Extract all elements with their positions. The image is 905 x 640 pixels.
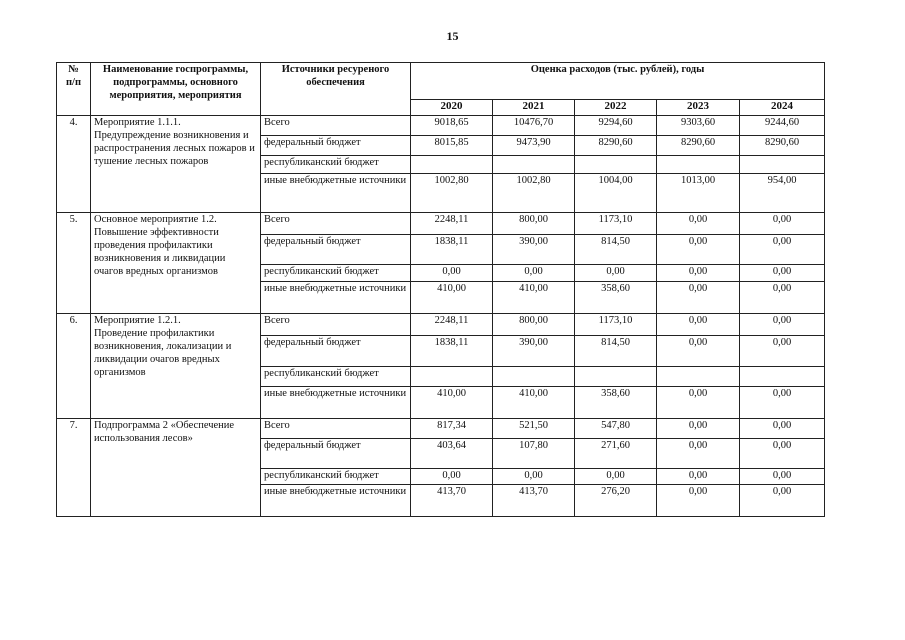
expense-value: 107,80 (493, 439, 575, 469)
expense-value: 0,00 (411, 265, 493, 282)
expense-value: 800,00 (493, 314, 575, 336)
expense-value: 390,00 (493, 235, 575, 265)
table-body (57, 116, 825, 517)
expense-value: 0,00 (493, 469, 575, 485)
row-number: 7. (57, 419, 91, 517)
table-row (57, 419, 825, 439)
expense-value: 410,00 (411, 282, 493, 314)
expense-value: 0,00 (657, 336, 740, 367)
program-name: Мероприятие 1.1.1. Предупреждение возникновения и распространения лесных пожаров и тушение лесных пожаров (91, 116, 261, 213)
header-year: 2022 (575, 100, 657, 116)
expense-value: 0,00 (740, 485, 825, 517)
funding-source: Всего (261, 419, 411, 439)
expense-value: 8015,85 (411, 136, 493, 156)
funding-source: Всего (261, 116, 411, 136)
expense-value: 1838,11 (411, 336, 493, 367)
funding-source: иные внебюджетные источники (261, 387, 411, 419)
funding-source: Всего (261, 314, 411, 336)
expense-value: 9018,65 (411, 116, 493, 136)
expense-value: 0,00 (657, 485, 740, 517)
expense-value: 0,00 (657, 235, 740, 265)
funding-source: республиканский бюджет (261, 265, 411, 282)
program-name: Основное мероприятие 1.2. Повышение эффективности проведения профилактики возникновения и ликвидации очагов вредных организмов (91, 213, 261, 314)
program-name: Мероприятие 1.2.1. Проведение профилактики возникновения, локализации и ликвидации очагов вредных организмов (91, 314, 261, 419)
expense-value: 1002,80 (411, 174, 493, 213)
expense-value: 1173,10 (575, 213, 657, 235)
expense-table (56, 62, 825, 517)
expense-value: 0,00 (740, 213, 825, 235)
expense-value: 410,00 (493, 387, 575, 419)
expense-value: 8290,60 (740, 136, 825, 156)
expense-value: 0,00 (740, 314, 825, 336)
expense-value (411, 367, 493, 387)
header-number: № п/п (57, 63, 91, 116)
funding-source: иные внебюджетные источники (261, 174, 411, 213)
expense-value: 547,80 (575, 419, 657, 439)
expense-value: 0,00 (740, 469, 825, 485)
expense-value: 390,00 (493, 336, 575, 367)
table-row (57, 116, 825, 136)
expense-value: 814,50 (575, 336, 657, 367)
row-number: 5. (57, 213, 91, 314)
expense-value: 358,60 (575, 387, 657, 419)
header-estimate: Оценка расходов (тыс. рублей), годы (411, 63, 825, 100)
expense-value: 10476,70 (493, 116, 575, 136)
expense-value: 814,50 (575, 235, 657, 265)
expense-value: 9473,90 (493, 136, 575, 156)
funding-source: республиканский бюджет (261, 156, 411, 174)
expense-value: 2248,11 (411, 314, 493, 336)
expense-value: 0,00 (657, 439, 740, 469)
funding-source: федеральный бюджет (261, 336, 411, 367)
funding-source: иные внебюджетные источники (261, 282, 411, 314)
expense-value: 1002,80 (493, 174, 575, 213)
expense-value (657, 367, 740, 387)
expense-value: 403,64 (411, 439, 493, 469)
expense-value: 0,00 (740, 282, 825, 314)
expense-value (411, 156, 493, 174)
expense-value: 800,00 (493, 213, 575, 235)
funding-source: республиканский бюджет (261, 469, 411, 485)
funding-source: иные внебюджетные источники (261, 485, 411, 517)
expense-value: 0,00 (657, 419, 740, 439)
expense-value: 0,00 (740, 235, 825, 265)
expense-value: 410,00 (493, 282, 575, 314)
expense-value: 0,00 (740, 387, 825, 419)
expense-value: 0,00 (575, 265, 657, 282)
expense-value (657, 156, 740, 174)
expense-value: 0,00 (657, 265, 740, 282)
header-year: 2021 (493, 100, 575, 116)
expense-value: 9294,60 (575, 116, 657, 136)
expense-value: 9244,60 (740, 116, 825, 136)
expense-value (740, 156, 825, 174)
expense-value: 0,00 (493, 265, 575, 282)
expense-value: 8290,60 (657, 136, 740, 156)
expense-value: 410,00 (411, 387, 493, 419)
expense-value: 9303,60 (657, 116, 740, 136)
funding-source: Всего (261, 213, 411, 235)
page-number: 15 (446, 29, 459, 43)
header-year: 2024 (740, 100, 825, 116)
expense-value (493, 367, 575, 387)
expense-value: 413,70 (493, 485, 575, 517)
header-year: 2020 (411, 100, 493, 116)
expense-value: 0,00 (740, 439, 825, 469)
expense-value: 1838,11 (411, 235, 493, 265)
expense-value: 0,00 (740, 419, 825, 439)
expense-value: 358,60 (575, 282, 657, 314)
header-source: Источники ресуреного обеспечения (261, 63, 411, 116)
expense-value: 954,00 (740, 174, 825, 213)
expense-value (740, 367, 825, 387)
expense-value: 817,34 (411, 419, 493, 439)
expense-value: 521,50 (493, 419, 575, 439)
table-row (57, 314, 825, 336)
expense-value: 276,20 (575, 485, 657, 517)
expense-value: 0,00 (657, 213, 740, 235)
expense-value: 0,00 (411, 469, 493, 485)
expense-value: 271,60 (575, 439, 657, 469)
expense-value: 1173,10 (575, 314, 657, 336)
expense-value (493, 156, 575, 174)
expense-value: 0,00 (657, 314, 740, 336)
program-name: Подпрограмма 2 «Обеспечение использования лесов» (91, 419, 261, 517)
funding-source: федеральный бюджет (261, 235, 411, 265)
table-row (57, 213, 825, 235)
expense-value: 0,00 (657, 282, 740, 314)
expense-value: 1013,00 (657, 174, 740, 213)
expense-value: 0,00 (657, 387, 740, 419)
funding-source: федеральный бюджет (261, 136, 411, 156)
header-name: Наименование госпрограммы, подпрограммы, основного мероприятия, мероприятия (91, 63, 261, 116)
expense-value: 8290,60 (575, 136, 657, 156)
expense-value: 0,00 (740, 336, 825, 367)
expense-value: 0,00 (575, 469, 657, 485)
funding-source: республиканский бюджет (261, 367, 411, 387)
expense-value (575, 367, 657, 387)
expense-value: 2248,11 (411, 213, 493, 235)
expense-value: 413,70 (411, 485, 493, 517)
expense-value: 0,00 (740, 265, 825, 282)
funding-source: федеральный бюджет (261, 439, 411, 469)
row-number: 6. (57, 314, 91, 419)
header-year: 2023 (657, 100, 740, 116)
expense-value: 1004,00 (575, 174, 657, 213)
row-number: 4. (57, 116, 91, 213)
expense-value: 0,00 (657, 469, 740, 485)
expense-value (575, 156, 657, 174)
